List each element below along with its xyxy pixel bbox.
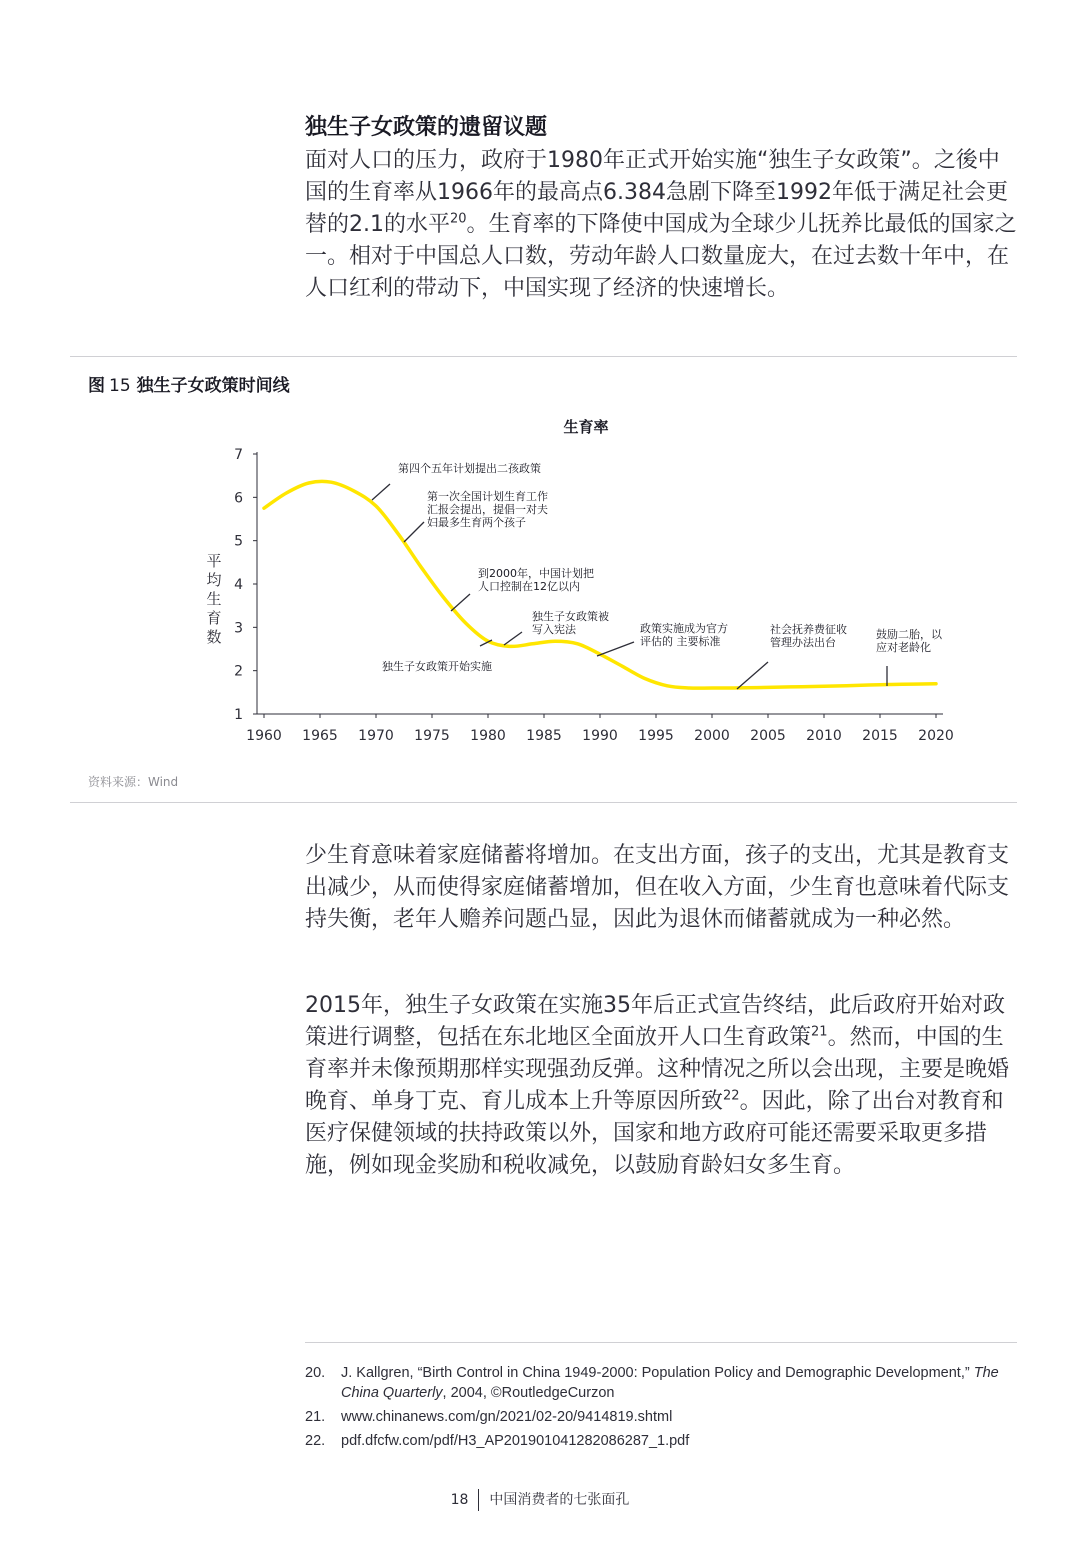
annotation-5 — [382, 640, 492, 673]
page-number: 18 — [450, 1492, 469, 1508]
chart-axes — [257, 452, 943, 714]
x-tick-label: 1960 — [246, 728, 282, 744]
annotation-leader-line — [597, 642, 634, 656]
x-ticks — [246, 714, 954, 744]
annotation-leader-line — [451, 594, 470, 611]
intro-text-a: 面对人口的压力，政府于1980年正式开始实施“独生子女政策”。之後中国的生育率从1966年的最高点6.384急剧下降至1992年低于满足社会更替的2.1的水平 — [305, 148, 1008, 237]
footnotes — [305, 1363, 1017, 1455]
y-axis-label-char: 育 — [206, 609, 222, 627]
x-tick-label: 1990 — [582, 728, 618, 744]
footer-separator — [478, 1489, 479, 1511]
y-tick-label: 5 — [234, 533, 243, 550]
figure-label: 图 — [88, 376, 105, 396]
x-tick-label: 2015 — [862, 728, 898, 744]
footnote-ref-21[interactable]: 21 — [811, 1024, 828, 1040]
footnote-text-end: , 2004, ©RoutledgeCurzon — [442, 1385, 615, 1401]
footnote-link[interactable]: www.chinanews.com/gn/2021/02-20/9414819.shtml — [341, 1409, 673, 1425]
footnote-20 — [305, 1363, 1017, 1403]
policy-text-a: 2015年，独生子女政策在实施35年后正式宣告终结，此后政府开始对政策进行调整，包括在东北地区全面放开人口生育政策 — [305, 993, 1005, 1050]
policy-end-paragraph — [305, 990, 1017, 1182]
annotation-text: 写入宪法 — [532, 623, 576, 636]
figure-number: 15 — [109, 376, 131, 396]
footnote-number: 22. — [305, 1433, 326, 1449]
intro-paragraph — [305, 145, 1017, 305]
journal-title: The China Quarterly — [341, 1365, 999, 1401]
chart-title: 生育率 — [563, 418, 609, 436]
annotation-2 — [404, 489, 548, 542]
page-footer — [0, 1488, 1080, 1512]
annotation-6 — [597, 621, 728, 656]
y-axis-label-char: 生 — [206, 590, 222, 608]
x-tick-label: 1970 — [358, 728, 394, 744]
savings-text: 少生育意味着家庭储蓄将增加。在支出方面，孩子的支出，尤其是教育支出减少，从而使得家庭储蓄增加，但在收入方面，少生育也意味着代际支持失衡，老年人赡养问题凸显，因此为退休而储蓄就成为一种必然。 — [305, 843, 1010, 932]
annotation-text: 鼓励二胎，以 — [876, 628, 942, 641]
y-tick-label: 2 — [234, 663, 243, 680]
figure-bottom-rule — [70, 802, 1017, 803]
figure-title-text: 独生子女政策时间线 — [136, 376, 290, 396]
annotation-text: 第一次全国计划生育工作 — [427, 490, 548, 503]
footnote-rule — [305, 1342, 1017, 1343]
x-tick-label: 1965 — [302, 728, 338, 744]
chart-annotations — [372, 461, 943, 689]
annotation-text: 应对老龄化 — [876, 641, 931, 654]
annotation-text: 到2000年，中国计划把 — [478, 567, 594, 580]
y-tick-label: 1 — [234, 707, 243, 723]
annotation-leader-line — [737, 662, 768, 689]
annotation-8 — [876, 627, 943, 686]
x-tick-label: 1980 — [470, 728, 506, 744]
annotation-3 — [451, 566, 594, 611]
footnote-ref-22[interactable]: 22 — [723, 1088, 740, 1104]
annotation-text: 人口控制在12亿以内 — [478, 580, 580, 593]
annotation-text: 独生子女政策被 — [532, 610, 609, 623]
footnote-22 — [305, 1431, 1017, 1451]
footnote-number: 21. — [305, 1409, 326, 1425]
x-tick-label: 2020 — [918, 728, 954, 744]
annotation-text: 妇最多生育两个孩子 — [427, 516, 526, 529]
policy-text-b: 。然而，中国的生育率并未像预期那样实现强劲反弹。这种情况之所以会出现，主要是晚婚晚育、单身丁克、育儿成本上升等原因所致 — [305, 1025, 1010, 1114]
y-tick-label: 3 — [234, 620, 243, 637]
footnote-21 — [305, 1407, 1017, 1427]
section-heading: 独生子女政策的遗留议题 — [305, 115, 548, 140]
footnote-ref-20[interactable]: 20 — [450, 211, 467, 227]
savings-paragraph — [305, 840, 1017, 936]
annotation-text: 社会抚养费征收 — [770, 623, 847, 636]
annotation-text: 评估的 主要标准 — [640, 635, 721, 648]
y-axis-label — [206, 552, 221, 646]
annotation-text: 独生子女政策开始实施 — [382, 660, 492, 673]
intro-text-b: 。生育率的下降使中国成为全球少儿抚养比最低的国家之一。相对于中国总人口数，劳动年龄人口数量庞大，在过去数十年中，在人口红利的带动下，中国实现了经济的快速增长。 — [305, 212, 1017, 301]
fertility-rate-chart — [0, 400, 1080, 760]
x-tick-label: 2005 — [750, 728, 786, 744]
y-axis-label-char: 数 — [206, 628, 222, 646]
annotation-text: 汇报会提出，提倡一对夫 — [427, 503, 548, 516]
annotation-leader-line — [504, 632, 522, 645]
annotation-text: 第四个五年计划提出二孩政策 — [398, 462, 541, 475]
y-tick-label: 7 — [234, 447, 243, 463]
policy-text-c: 。因此，除了出台对教育和医疗保健领域的扶持政策以外，国家和地方政府可能还需要采取更多措施，例如现金奖励和税收减免，以鼓励育龄妇女多生育。 — [305, 1089, 1004, 1178]
publication-title: 中国消费者的七张面孔 — [489, 1492, 630, 1508]
annotation-7 — [737, 622, 847, 689]
annotation-text: 政策实施成为官方 — [640, 622, 728, 635]
annotation-leader-line — [372, 484, 390, 500]
x-tick-label: 2010 — [806, 728, 842, 744]
x-tick-label: 1995 — [638, 728, 674, 744]
footnote-text: J. Kallgren, “Birth Control in China 1949-2000: Population Policy and Demographic Development,” — [341, 1365, 974, 1381]
figure-source: 资料来源：Wind — [88, 775, 179, 789]
y-tick-label: 4 — [234, 577, 243, 593]
y-ticks — [234, 447, 257, 723]
annotation-text: 管理办法出台 — [770, 636, 836, 649]
y-axis-label-char: 平 — [206, 552, 222, 570]
x-tick-label: 1975 — [414, 728, 450, 744]
footnote-number: 20. — [305, 1365, 326, 1381]
figure-top-rule — [70, 356, 1017, 357]
x-tick-label: 1985 — [526, 728, 562, 744]
figure-title — [88, 374, 290, 398]
annotation-leader-line — [404, 522, 424, 542]
y-axis-label-char: 均 — [206, 571, 222, 589]
x-tick-label: 2000 — [694, 728, 730, 744]
fertility-rate-line — [264, 481, 936, 688]
y-tick-label: 6 — [234, 490, 243, 507]
footnote-link[interactable]: pdf.dfcfw.com/pdf/H3_AP201901041282086287_1.pdf — [341, 1433, 690, 1449]
